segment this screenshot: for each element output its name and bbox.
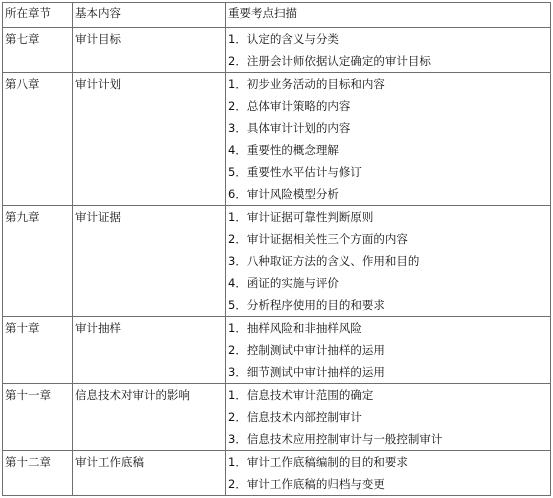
key-point-item: 2．注册会计师依据认定确定的审计目标 xyxy=(228,54,431,68)
exam-outline-table xyxy=(2,2,551,496)
key-point-item: 6．审计风险模型分析 xyxy=(228,187,339,201)
key-point-item: 5．分析程序使用的目的和要求 xyxy=(228,298,385,312)
key-point-item: 1．初步业务活动的目标和内容 xyxy=(228,77,385,91)
key-points-cell xyxy=(226,384,551,451)
header-chapter: 所在章节 xyxy=(3,3,73,28)
key-point-item: 2．审计工作底稿的归档与变更 xyxy=(228,477,385,491)
key-point-item: 2．控制测试中审计抽样的运用 xyxy=(228,343,385,357)
header-row xyxy=(3,3,551,28)
table-row xyxy=(3,451,551,496)
key-point-item: 3．细节测试中审计抽样的运用 xyxy=(228,365,385,379)
key-point-item: 2．总体审计策略的内容 xyxy=(228,99,351,113)
key-point-item: 1．认定的含义与分类 xyxy=(228,32,339,46)
key-points-cell xyxy=(226,73,551,206)
key-point-item: 1．审计证据可靠性判断原则 xyxy=(228,210,374,224)
table-row xyxy=(3,206,551,317)
key-point-item: 1．抽样风险和非抽样风险 xyxy=(228,321,362,335)
header-content: 基本内容 xyxy=(73,3,226,28)
key-point-item: 1．信息技术审计范围的确定 xyxy=(228,388,374,402)
key-point-item: 4．重要性的概念理解 xyxy=(228,143,339,157)
key-point-item: 1．审计工作底稿编制的目的和要求 xyxy=(228,455,408,469)
topic-cell: 审计目标 xyxy=(73,28,226,73)
table-row xyxy=(3,384,551,451)
key-points-cell xyxy=(226,317,551,384)
key-points-cell xyxy=(226,206,551,317)
key-point-item: 4．函证的实施与评价 xyxy=(228,276,339,290)
key-point-item: 3．信息技术应用控制审计与一般控制审计 xyxy=(228,432,443,446)
chapter-cell: 第十一章 xyxy=(3,384,73,451)
topic-cell: 审计计划 xyxy=(73,73,226,206)
topic-cell: 信息技术对审计的影响 xyxy=(73,384,226,451)
table-row xyxy=(3,73,551,206)
topic-cell: 审计抽样 xyxy=(73,317,226,384)
key-points-cell xyxy=(226,451,551,496)
key-point-item: 3．具体审计计划的内容 xyxy=(228,121,351,135)
header-key-points: 重要考点扫描 xyxy=(226,3,551,28)
key-points-cell xyxy=(226,28,551,73)
key-point-item: 2．信息技术内部控制审计 xyxy=(228,410,362,424)
chapter-cell: 第九章 xyxy=(3,206,73,317)
chapter-cell: 第八章 xyxy=(3,73,73,206)
topic-cell: 审计工作底稿 xyxy=(73,451,226,496)
table-row xyxy=(3,28,551,73)
key-point-item: 2．审计证据相关性三个方面的内容 xyxy=(228,232,408,246)
table-row xyxy=(3,317,551,384)
chapter-cell: 第十二章 xyxy=(3,451,73,496)
chapter-cell: 第七章 xyxy=(3,28,73,73)
chapter-cell: 第十章 xyxy=(3,317,73,384)
key-point-item: 3．八种取证方法的含义、作用和目的 xyxy=(228,254,420,268)
topic-cell: 审计证据 xyxy=(73,206,226,317)
key-point-item: 5．重要性水平估计与修订 xyxy=(228,165,362,179)
